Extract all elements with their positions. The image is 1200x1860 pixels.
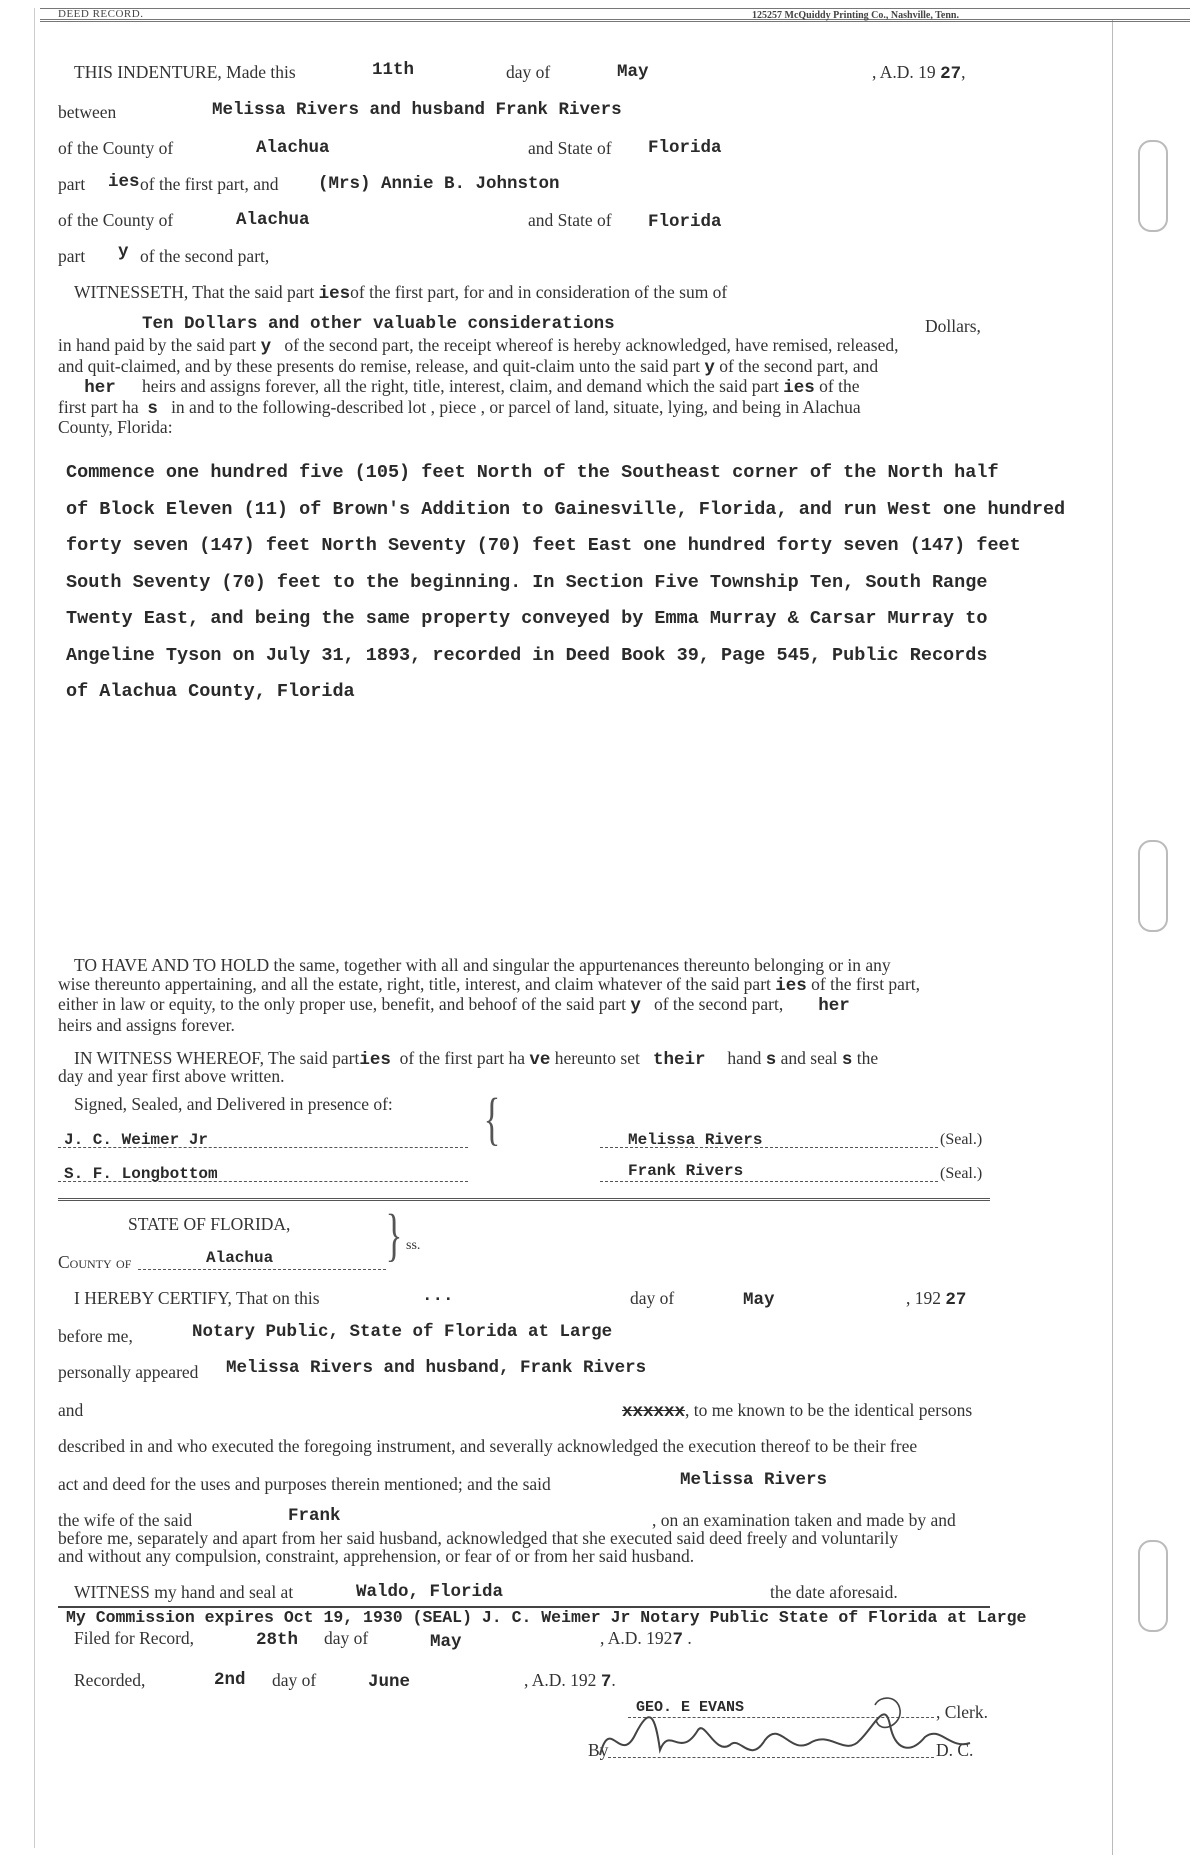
- ack-day-of: day of: [630, 1288, 675, 1308]
- filed-month: May: [430, 1632, 462, 1652]
- habendum-3-y: y: [630, 996, 641, 1016]
- witnesseth-b: of the first part, for and in consideration of the sum of: [350, 282, 728, 302]
- grant-1-y: y: [260, 337, 272, 357]
- witnesseth-a: WITNESSETH, That the said part: [74, 282, 315, 302]
- ack-wife: Melissa Rivers: [680, 1470, 828, 1490]
- ack-line-3: and without any compulsion, constraint, apprehension, or fear of or from her said husband.: [58, 1546, 695, 1566]
- deputy-clerk-signature: [580, 1695, 1000, 1775]
- ack-officer: Notary Public, State of Florida at Large: [192, 1322, 613, 1342]
- signer-2: Frank Rivers: [628, 1162, 744, 1180]
- habendum-3-her: her: [818, 996, 850, 1016]
- filed-ad: [600, 1628, 692, 1650]
- indenture-ad: [872, 62, 965, 84]
- grantee-state-label: and State of: [528, 210, 612, 230]
- legal-description: [66, 462, 1066, 718]
- grant-line-5: County, Florida:: [58, 417, 173, 437]
- rec-dot: .: [611, 1670, 616, 1690]
- grantor-suffix: ies: [108, 172, 140, 192]
- ack-line-2: before me, separately and apart from her said husband, acknowledged that she executed said deed freely and voluntarily: [58, 1528, 899, 1548]
- grant-3b: of the: [819, 376, 860, 396]
- right-margin-rule: [1112, 20, 1113, 1855]
- between-label: between: [58, 102, 117, 122]
- ww-ies: ies: [359, 1050, 391, 1070]
- rec-day: 2nd: [214, 1670, 246, 1690]
- witness-1: J. C. Weimer Jr: [64, 1131, 209, 1149]
- rec-year: 7: [600, 1672, 612, 1692]
- ack-act-deed: act and deed for the uses and purposes therein mentioned; and the said: [58, 1474, 551, 1494]
- grantor-part-label: part: [58, 174, 86, 194]
- binder-hole-1: [1138, 140, 1168, 232]
- binder-hole-2: [1138, 840, 1168, 932]
- indenture-year: 27: [940, 64, 962, 84]
- habendum-line-4: heirs and assigns forever.: [58, 1014, 235, 1035]
- grant-4a: first part ha: [58, 396, 139, 417]
- description-line: Commence one hundred five (105) feet North of the Southeast corner of the North half: [66, 462, 999, 483]
- clerk-label: , Clerk.: [936, 1702, 989, 1722]
- signatures-brace: {: [483, 1086, 501, 1151]
- signed-presence: Signed, Sealed, and Delivered in presence of:: [74, 1094, 393, 1114]
- ack-before-label: before me,: [58, 1326, 133, 1346]
- form-name: DEED RECORD.: [58, 8, 144, 20]
- habendum-line-3: [58, 995, 993, 1016]
- grantee-county-label: of the County of: [58, 210, 174, 230]
- grantee-suffix: y: [118, 242, 129, 262]
- grantee-county: Alachua: [236, 210, 310, 230]
- ww-their: their: [652, 1050, 706, 1070]
- header-rule: [40, 8, 1190, 22]
- dollars-label: Dollars,: [925, 316, 981, 336]
- notary-commission: My Commission expires Oct 19, 1930 (SEAL) J. C. Weimer Jr Notary Public State of Florida at Large: [66, 1608, 1027, 1627]
- ww-f: the: [856, 1048, 879, 1068]
- grantor-state-label: and State of: [528, 138, 612, 158]
- ack-year-prefix: , 192: [906, 1288, 941, 1308]
- grant-3-ies: ies: [783, 378, 815, 398]
- indenture-day-of: day of: [506, 62, 551, 82]
- witness-2: S. F. Longbottom: [64, 1165, 218, 1183]
- witnesseth-line: [74, 282, 727, 304]
- habendum-paragraph: [58, 956, 993, 1034]
- indenture-opening: THIS INDENTURE, Made this: [74, 62, 296, 82]
- grant-line-1: [58, 336, 993, 357]
- grantor-state: Florida: [648, 138, 722, 158]
- year-suffix: ,: [961, 62, 966, 82]
- description-line: of Alachua County, Florida: [66, 681, 355, 702]
- description-line: South Seventy (70) feet to the beginning. In Section Five Township Ten, South Range: [66, 571, 988, 593]
- grant-1a: in hand paid by the said part: [58, 335, 257, 355]
- grantors: Melissa Rivers and husband Frank Rivers: [212, 100, 622, 120]
- filed-year: 7: [672, 1630, 683, 1650]
- habendum-2-ies: ies: [775, 975, 807, 996]
- grantee-part-label: part: [58, 246, 86, 266]
- rec-day-of: day of: [272, 1670, 317, 1690]
- ack-date-aforesaid: the date aforesaid.: [770, 1582, 898, 1602]
- ack-and-label: and: [58, 1400, 84, 1420]
- ack-exam: , on an examination taken and made by and: [652, 1510, 956, 1530]
- ack-year: 27: [945, 1290, 967, 1310]
- grant-1b: of the second part, the receipt whereof is hereby acknowledged, have remised, released,: [284, 335, 899, 355]
- filed-dot: .: [687, 1628, 692, 1648]
- ack-witness-hand: WITNESS my hand and seal at: [74, 1582, 294, 1602]
- ad-prefix: , A.D. 19: [872, 62, 936, 82]
- ww-ve: ve: [529, 1050, 551, 1070]
- grant-line-4: [58, 398, 993, 419]
- ww-s1: s: [765, 1050, 777, 1070]
- ack-month: May: [743, 1290, 775, 1310]
- grantor-county: Alachua: [256, 138, 330, 158]
- second-part-text: of the second part,: [140, 246, 270, 266]
- witness-whereof-line-2: day and year first above written.: [58, 1066, 285, 1086]
- habendum-line-2: [58, 975, 993, 996]
- printer-line: 125257 McQuiddy Printing Co., Nashville, Tenn.: [752, 10, 959, 21]
- ww-a: IN WITNESS WHEREOF, The said part: [74, 1048, 360, 1068]
- description-line: Angeline Tyson on July 31, 1893, recorded in Deed Book 39, Page 545, Public Records: [66, 644, 988, 666]
- habendum-3a: either in law or equity, to the only proper use, benefit, and behoof of the said part: [58, 994, 626, 1014]
- filed-day: 28th: [256, 1630, 299, 1650]
- habendum-line-1: TO HAVE AND TO HOLD the same, together with all and singular the appurtenances thereunto belonging or in any: [74, 955, 891, 975]
- ack-brace: }: [385, 1202, 403, 1267]
- rec-ad: [524, 1670, 616, 1692]
- rec-month: June: [368, 1672, 411, 1692]
- grant-3a: heirs and assigns forever, all the right, title, interest, claim, and demand which the said part: [142, 376, 779, 396]
- description-line: forty seven (147) feet North Seventy (70) feet East one hundred forty seven (147) feet: [66, 535, 1021, 556]
- acknowledgment-separator: [58, 1198, 990, 1201]
- grant-3-her: her: [84, 378, 116, 398]
- ack-known-line: [622, 1400, 972, 1422]
- habendum-2b: of the first part,: [811, 973, 921, 994]
- ack-ss: ss.: [406, 1238, 421, 1253]
- grant-4b: in and to the following-described lot , piece , or parcel of land, situate, lying, and being in Alachua: [171, 396, 861, 417]
- recorded-label: Recorded,: [74, 1670, 146, 1690]
- grant-2a: and quit-claimed, and by these presents do remise, release, and quit-claim unto the said part: [58, 355, 700, 376]
- ack-appeared-label: personally appeared: [58, 1362, 199, 1382]
- ack-county-line: [138, 1268, 386, 1270]
- grantor-county-label: of the County of: [58, 138, 174, 158]
- ack-year-line: [906, 1288, 966, 1310]
- rec-ad-prefix: , A.D. 192: [524, 1670, 597, 1690]
- habendum-2a: wise thereunto appertaining, and all the estate, right, title, interest, and claim whatever of the said part: [58, 973, 771, 994]
- grant-2-y: y: [704, 357, 715, 378]
- dc-label: D. C.: [936, 1740, 974, 1760]
- ww-b: of the first part ha: [399, 1048, 526, 1068]
- ack-described: described in and who executed the foregoing instrument, and severally acknowledged the execution thereof to be their free: [58, 1436, 918, 1456]
- ack-state: STATE OF FLORIDA,: [128, 1214, 291, 1234]
- grantee-state: Florida: [648, 212, 722, 232]
- ack-wife-of: the wife of the said: [58, 1510, 193, 1530]
- ack-day: ...: [422, 1286, 454, 1306]
- grant-line-2: [58, 357, 993, 378]
- grant-line-3: [58, 377, 993, 398]
- grant-2b: of the second part, and: [719, 355, 879, 376]
- description-line: of Block Eleven (11) of Brown's Addition to Gainesville, Florida, and run West one hundred: [66, 498, 1066, 520]
- filed-ad-prefix: , A.D. 192: [600, 1628, 673, 1648]
- ack-struck: xxxxxx: [622, 1402, 686, 1422]
- grantee: (Mrs) Annie B. Johnston: [318, 174, 560, 194]
- filed-label: Filed for Record,: [74, 1628, 195, 1648]
- indenture-day: 11th: [372, 60, 415, 80]
- left-margin-line: [34, 8, 35, 1848]
- indenture-month: May: [617, 62, 649, 82]
- first-part-text: of the first part, and: [140, 174, 279, 194]
- grant-paragraph: [58, 336, 993, 437]
- consideration: Ten Dollars and other valuable considerations: [142, 314, 615, 334]
- ack-certify: I HEREBY CERTIFY, That on this: [74, 1288, 320, 1308]
- witnesseth-suffix: ies: [318, 284, 351, 304]
- ww-c: hereunto set: [554, 1048, 640, 1068]
- ack-place: Waldo, Florida: [356, 1582, 504, 1602]
- by-label: By: [588, 1740, 609, 1760]
- ww-d: hand: [727, 1048, 762, 1068]
- seal-2: (Seal.): [940, 1165, 983, 1182]
- ack-persons: Melissa Rivers and husband, Frank Rivers: [226, 1358, 647, 1378]
- ww-s2: s: [841, 1050, 853, 1070]
- habendum-3b: of the second part,: [653, 994, 784, 1014]
- ack-known: , to me known to be the identical persons: [685, 1400, 973, 1420]
- ww-e: and seal: [780, 1048, 838, 1068]
- grant-4-s: s: [147, 398, 158, 419]
- binder-hole-3: [1138, 1540, 1168, 1632]
- ack-county-label: County of: [58, 1252, 132, 1272]
- signer-1: Melissa Rivers: [628, 1131, 763, 1149]
- description-line: Twenty East, and being the same property conveyed by Emma Murray & Carsar Murray to: [66, 608, 988, 629]
- ack-county: Alachua: [206, 1249, 274, 1267]
- clerk-name: GEO. E EVANS: [636, 1699, 745, 1716]
- filed-day-of: day of: [324, 1628, 369, 1648]
- ack-husband: Frank: [288, 1506, 341, 1526]
- seal-1: (Seal.): [940, 1131, 983, 1148]
